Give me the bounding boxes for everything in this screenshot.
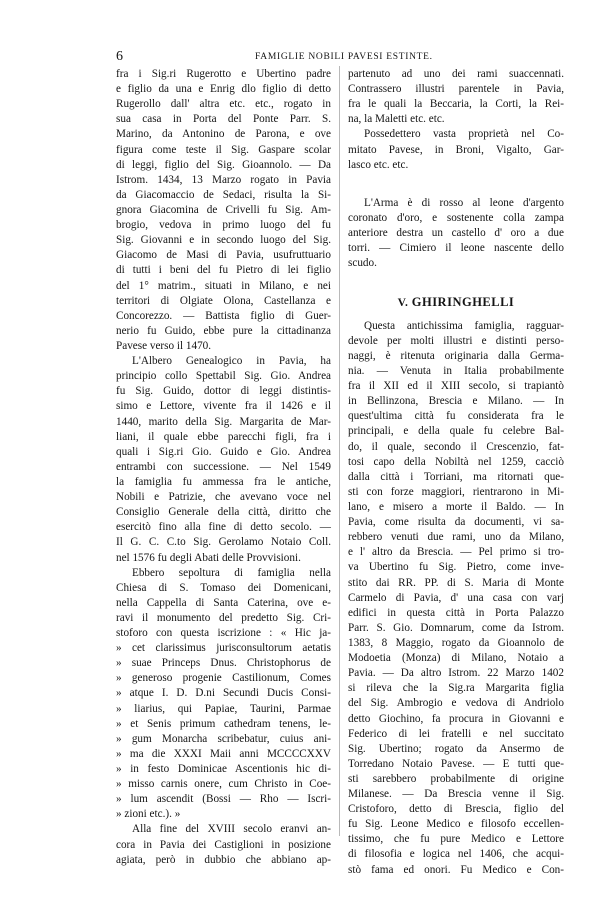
text-line: do, il quale, secondo il Crescenzio, fat- — [348, 440, 564, 453]
text-line: » zioni etc.). » — [116, 808, 181, 821]
text-line: del 1° matrim., situati in Milano, e nei — [116, 279, 331, 292]
text-line: Contrassero illustri parentele in Pavia, — [348, 83, 564, 96]
text-line: stito dai RR. PP. di S. Maria di Monte — [348, 576, 564, 589]
text-line: Rugerollo dall' altra etc. etc., rogato in — [116, 98, 331, 111]
text-line: Parr. S. Gio. Domnarum, come da Istrom. — [348, 621, 564, 634]
running-title: FAMIGLIE NOBILI PAVESI ESTINTE. — [255, 52, 433, 62]
text-line: anteriore destra un castello d' oro a due — [348, 227, 564, 240]
text-line: figura come teste il Sig. Gaspare scolar — [116, 143, 331, 156]
text-line: Concorezzo. — Battista figlio di Guer- — [116, 309, 331, 322]
text-line: mitato Pavese, in Broni, Vigalto, Gar- — [348, 143, 564, 156]
text-line: stò fama ed onori. Fu Medico e Con- — [348, 863, 564, 876]
text-line: esercitò fino alla fine di detto secolo. — — [116, 521, 331, 534]
text-line: rebbero venuti due rami, uno da Milano, — [348, 531, 564, 544]
text-line: Alla fine del XVIII secolo eranvi an- — [132, 823, 331, 836]
right-column — [348, 67, 564, 878]
text-line: sti con forze maggiori, rientrarono in Mi- — [348, 485, 564, 498]
text-line: nel 1576 fu degli Abati delle Provvisioni. — [116, 551, 301, 564]
text-line: » et Senis primum cathedram tenens, le- — [116, 717, 331, 730]
text-line: » atque I. D. D.ni Secundi Ducis Consi- — [116, 687, 331, 700]
text-line: entrambi con successione. — Nel 1549 — [116, 460, 331, 473]
section-number: V. — [397, 296, 409, 309]
right-paragraphs-family-relations — [348, 67, 564, 173]
text-line: » suae Princeps Dnus. Christophorus de — [116, 657, 331, 670]
text-line: di tutti i beni del fu Pietro di lei figlio — [116, 264, 331, 277]
text-line: Torredano Notaio Pavese. — E tutti que- — [348, 757, 564, 770]
page-number: 6 — [116, 49, 123, 64]
text-line: in Bellinzona, Brescia e Milano. — In — [348, 395, 564, 408]
text-line: 1383, 8 Maggio, rogato da Gioannolo de — [348, 636, 564, 649]
text-line: principali, e della quale fu celebre Bal- — [348, 425, 564, 438]
text-line: fra il XII ed il XIII secolo, si trapiantò — [348, 380, 564, 393]
text-line: torri. — Cimiero il leone nascente dello — [348, 242, 564, 255]
text-line: gnora Giacomina de Crivelli fu Sig. Am- — [116, 203, 331, 216]
text-line: Questa antichissima famiglia, ragguar- — [364, 319, 564, 332]
text-line: Marino, da Antonino de Parona, e ove — [116, 128, 331, 141]
text-line: da Giacomaccio de Sedaci, risulta la Si- — [116, 188, 331, 201]
text-line: e figlio da una e Enrig dlo figlio di detto — [116, 83, 331, 96]
text-line: naggi, è ritenuta originaria dalla Germa- — [348, 349, 564, 362]
text-line: sti sarebbero probabilmente di origine — [348, 772, 564, 785]
text-line: » ma die XXXI Maii anni MCCCCXXV — [116, 747, 331, 760]
text-line: stoforo con questa iscrizione : « Hic ja- — [116, 627, 331, 640]
text-line: Pavese verso il 1470. — [116, 339, 212, 352]
text-line: nerio fu Guido, ebbe pure la cittadinanza — [116, 324, 331, 337]
text-line: partenuto ad uno dei rami suaccennati. — [348, 68, 564, 80]
text-line: di leggi, figlio del Sig. Gioannolo. — Da — [116, 158, 331, 171]
text-line: lano, e misero a morte il Baldo. — In — [348, 500, 564, 513]
text-line: tosi capo della Nobiltà nel 1259, cacciò — [348, 455, 564, 468]
text-line: Sig. Giovanni e in secondo luogo del Sig. — [116, 234, 331, 247]
text-line: » liarius, qui Papiae, Taurini, Parmae — [116, 702, 331, 715]
text-line: fra le quali la Beccaria, la Corti, la Rei- — [348, 98, 564, 111]
left-column — [116, 67, 331, 868]
text-line: Nobili e Patrizie, che avevano voce nel — [116, 491, 331, 504]
text-line: Milanese. — Da Brescia venne il Sig. — [348, 788, 564, 801]
text-line: coronato d'oro, e sostenente colla zampa — [348, 211, 564, 224]
text-line: L'Albero Genealogico in Pavia, ha — [132, 355, 331, 368]
text-line: cora in Pavia dei Castiglioni in posizione — [116, 838, 331, 851]
text-line: va Ubertino fu Sig. Pietro, come inve- — [348, 561, 564, 574]
text-line: territori di Olgiate Olona, Castellanza e — [116, 294, 331, 307]
text-line: detto Giochino, fa procura in Giovanni e — [348, 712, 564, 725]
text-line: Il G. C. C.to Sig. Gerolamo Notaio Coll. — [116, 536, 331, 549]
section-heading — [348, 295, 564, 311]
text-line: del Sig. Ambrogio e vedova di Andriolo — [348, 697, 564, 710]
column-rule — [339, 66, 340, 836]
text-line: L'Arma è di rosso al leone d'argento — [364, 196, 564, 209]
text-line: Consiglio Generale della città, diritto che — [116, 506, 331, 519]
text-line: la famiglia fu ammessa fra le antiche, — [116, 475, 331, 488]
text-line: Federico di lei fratelli e nel succitato — [348, 727, 564, 740]
text-line: nia. — Venuta in Italia probabilmente — [348, 364, 564, 377]
section-title: GHIRINGHELLI — [411, 294, 515, 309]
text-line: edifici in questa città in Porta Palazzo — [348, 606, 564, 619]
text-line: principio collo Spettabil Sig. Gio. Andrea — [116, 370, 331, 383]
text-line: ravi il monumento del predetto Sig. Cri- — [116, 611, 331, 624]
text-line: fu Sig. Guido, dottor di leggi distintis- — [116, 385, 331, 398]
text-line: » cet clarissimus jurisconsultorum aetatis — [116, 642, 331, 655]
text-line: » lum ascendit (Bossi — Rho — Iscri- — [116, 793, 331, 806]
text-line: fra i Sig.ri Rugerotto e Ubertino padre — [116, 68, 331, 80]
text-line: Modoetia (Monza) di Milano, Notaio a — [348, 652, 564, 665]
coat-of-arms-paragraph — [348, 196, 564, 272]
paragraph-gap — [348, 173, 564, 188]
text-line: » in festo Dominicae Ascentionis hic di- — [116, 763, 331, 776]
text-line: » misso carnis onere, cum Christo in Coe- — [116, 778, 331, 791]
text-line: devole per molti illustri e distinti perso- — [348, 334, 564, 347]
text-line: lasco etc. etc. — [348, 158, 409, 171]
text-line: quali i Sig.ri Gio. Guido e Gio. Andrea — [116, 445, 331, 458]
text-line: Pavia. — Da altro Istrom. 22 Marzo 1402 — [348, 667, 564, 680]
text-line: brogio, vedova in primo luogo del fu — [116, 219, 331, 232]
text-line: Sig. Ubertino; rogato da Ansermo de — [348, 742, 564, 755]
text-line: Possedettero vasta proprietà nel Co- — [364, 128, 564, 141]
text-line: Chiesa di S. Tomaso dei Domenicani, — [116, 581, 331, 594]
text-line: nella Cappella di Santa Caterina, ove e- — [116, 596, 331, 609]
text-line: liani, il quale ebbe parecchi figli, fra i — [116, 430, 331, 443]
text-line: quest'ultima città fu considerata fra le — [348, 410, 564, 423]
text-line: dalla città i Torriani, ma ritornati que- — [348, 470, 564, 483]
text-line: di filosofia e logica nel 1406, che acqui- — [348, 848, 564, 861]
text-line: Giacomo de Masi di Pavia, usufruttuario — [116, 249, 331, 262]
text-line: e l' altro da Brescia. — Pel primo si tro- — [348, 546, 564, 559]
text-line: agiata, però in dubbio che abbiano ap- — [116, 853, 331, 866]
text-line: tissimo, che fu pure Medico e Lettore — [348, 833, 564, 846]
text-line: » gum Monarcha scribebatur, cuius ani- — [116, 732, 331, 745]
text-line: Ebbero sepoltura di famiglia nella — [132, 566, 331, 579]
text-line: Carmelo di Pavia, d' una casa con varj — [348, 591, 564, 604]
text-line: scudo. — [348, 257, 377, 270]
text-line: sua casa in Porta del Ponte Parr. S. — [116, 113, 331, 126]
text-line: si rileva che la Sig.ra Margarita figlia — [348, 682, 564, 695]
text-line: » generoso progenie Castilionum, Comes — [116, 672, 331, 685]
text-line: simo e Lettore, vivente fra il 1426 e il — [116, 400, 331, 413]
text-line: na, la Maletti etc. etc. — [348, 113, 445, 126]
text-line: Istrom. 1434, 13 Marzo rogato in Pavia — [116, 173, 331, 186]
text-line: fu Sig. Leone Medico e filosofo eccellen- — [348, 818, 564, 831]
ghiringhelli-paragraph — [348, 319, 564, 878]
text-line: Cristoforo, detto di Brescia, figlio del — [348, 803, 564, 816]
text-line: 1440, marito della Sig. Margarita de Mar- — [116, 415, 331, 428]
text-line: Pavia, come risulta da documenti, vi sa- — [348, 516, 564, 529]
